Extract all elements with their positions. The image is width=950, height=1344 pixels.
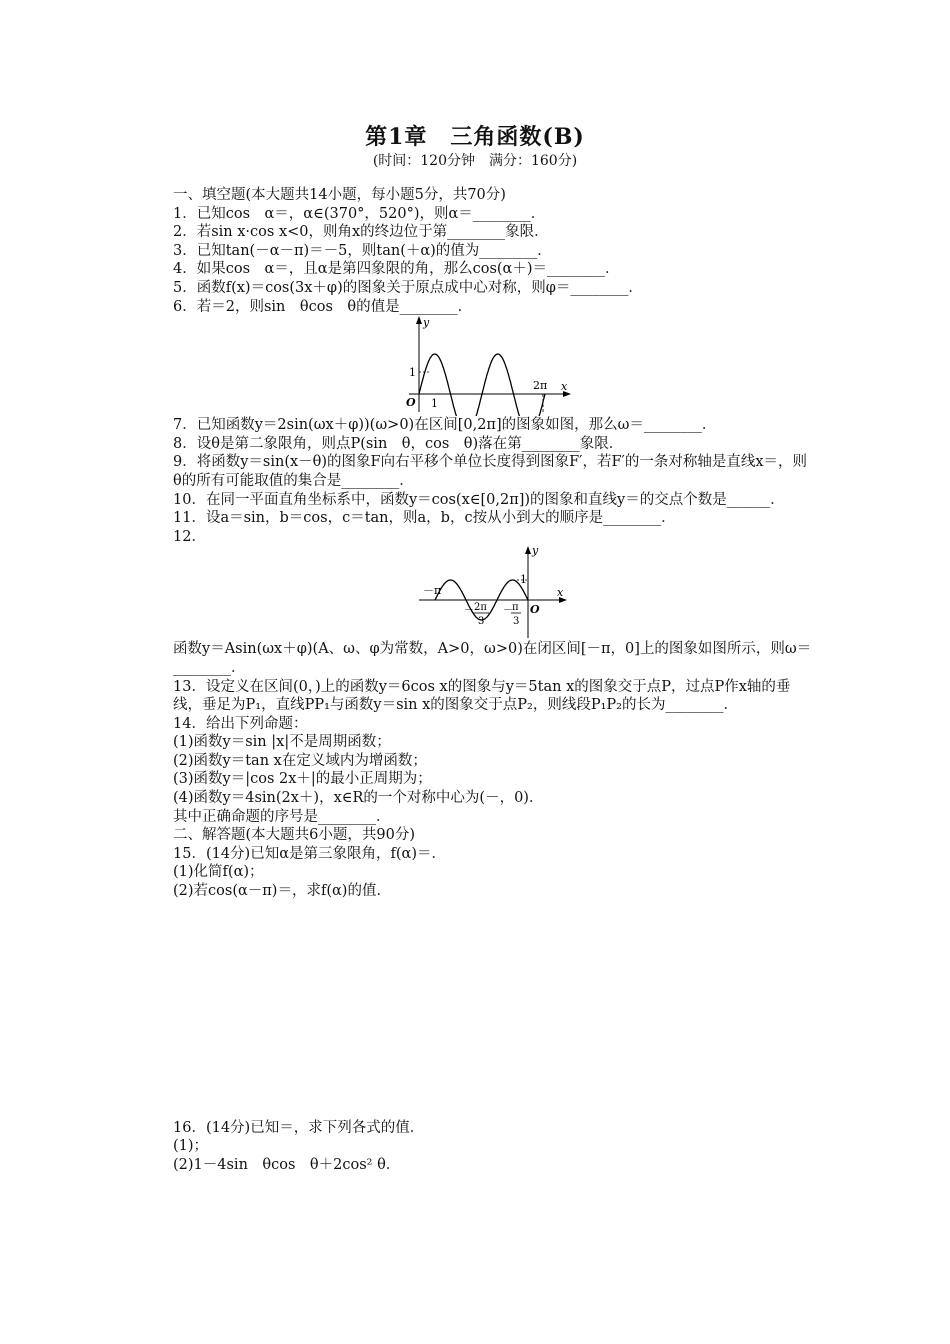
page-subtitle: (时间：120分钟 满分：160分) <box>372 153 578 169</box>
fig2-y-label: y <box>532 546 539 558</box>
question-15: 15．(14分)已知α是第三象限角，f(α)＝． <box>173 845 446 862</box>
question-12-label: 12． <box>173 528 206 545</box>
fig2-minus-b: － <box>503 605 513 617</box>
question-16: 16．(14分)已知＝，求下列各式的值． <box>173 1119 425 1136</box>
question-10: 10．在同一平面直角坐标系中，函数y＝cos(x∈[0,2π])的图象和直线y＝的交点个数是______． <box>173 491 785 508</box>
fig2-tick-pi-den: 3 <box>513 616 520 628</box>
fig1-tick-x1: 1 <box>431 397 438 411</box>
question-13: 13．设定义在区间(0，)上的函数y＝6cos x的图象与y＝5tan x的图象交于点P，过点P作x轴的垂线，垂足为P₁，直线PP₁与函数y＝sin x的图象交于点P₂，则线段P₁P₂的长为________． <box>173 678 791 714</box>
figure-1-sine-graph <box>173 316 813 416</box>
fig1-x-label: x <box>561 380 568 394</box>
question-16-part-2: (2)1－4sin θcos θ＋2cos² θ． <box>173 1156 401 1173</box>
fig1-tick-y1: 1 <box>409 366 416 380</box>
fig2-tick-pi-num: π <box>512 602 519 614</box>
fig2-origin: O <box>530 603 540 617</box>
question-14-item-3: (3)函数y＝|cos 2x＋|的最小正周期为； <box>173 771 432 788</box>
page-title: 第1章 三角函数(B) <box>365 124 585 150</box>
question-11: 11．设a＝sin，b＝cos，c＝tan，则a，b，c按从小到大的顺序是________． <box>173 510 676 527</box>
fig2-tick-y1: 1 <box>520 573 527 587</box>
question-14: 14．给出下列命题： <box>173 715 308 732</box>
fig2-tick-2pi-num: 2π <box>474 602 487 614</box>
question-14-item-2: (2)函数y＝tan x在定义域内为增函数； <box>173 752 427 769</box>
fig1-y-label: y <box>423 316 430 330</box>
question-3: 3．已知tan(－α－π)＝－5，则tan(＋α)的值为________． <box>173 242 552 259</box>
question-14-item-4: (4)函数y＝4sin(2x＋)，x∈R的一个对称中心为(－，0)． <box>173 790 544 807</box>
fig2-minus-a: － <box>464 605 474 617</box>
answer-space <box>173 901 813 1119</box>
question-14-answer: 其中正确命题的序号是________． <box>173 808 391 825</box>
section-heading: 一、填空题(本大题共14小题，每小题5分，共70分) <box>173 187 506 203</box>
fig2-x-label: x <box>557 586 564 600</box>
question-5: 5．函数f(x)＝cos(3x＋φ)的图象关于原点成中心对称，则φ＝________． <box>173 279 643 296</box>
question-14-item-1: (1)函数y＝sin |x|不是周期函数； <box>173 734 391 751</box>
question-6: 6．若＝2，则sin θcos θ的值是________． <box>173 298 473 315</box>
question-7: 7．已知函数y＝2sin(ωx＋φ))(ω>0)在区间[0,2π]的图象如图，那么ω＝________． <box>173 417 717 434</box>
question-15-part-1: (1)化简f(α)； <box>173 864 264 881</box>
question-12: 函数y＝Asin(ωx＋φ)(A、ω、φ为常数，A>0，ω>0)在闭区间[－π，0]上的图象如图所示，则ω＝________． <box>173 641 812 676</box>
fig2-tick-neg-pi: －π <box>423 584 442 598</box>
question-1: 1．已知cos α＝，α∈(370°，520°)，则α＝________． <box>173 205 546 222</box>
document-body <box>173 186 813 1174</box>
section-heading-2: 二、解答题(本大题共6小题，共90分) <box>173 827 415 844</box>
question-9: 9．将函数y＝sin(x－θ)的图象F向右平移个单位长度得到图象F′，若F′的一条对称轴是直线x＝，则θ的所有可能取值的集合是________． <box>173 454 807 489</box>
fig1-origin: O <box>406 396 416 410</box>
question-2: 2．若sin x·cos x<0，则角x的终边位于第________象限． <box>173 224 549 241</box>
fig2-tick-2pi-den: 3 <box>478 616 485 628</box>
question-15-part-2: (2)若cos(α－π)＝，求f(α)的值． <box>173 883 391 900</box>
figure-2-sine-graph <box>173 546 813 640</box>
question-8: 8．设θ是第二象限角，则点P(sin θ，cos θ)落在第________象限． <box>173 435 624 452</box>
fig1-tick-2pi: 2π <box>533 379 548 393</box>
question-16-part-1: (1)； <box>173 1138 209 1155</box>
question-4: 4．如果cos α＝，且α是第四象限的角，那么cos(α＋)＝________． <box>173 261 620 278</box>
